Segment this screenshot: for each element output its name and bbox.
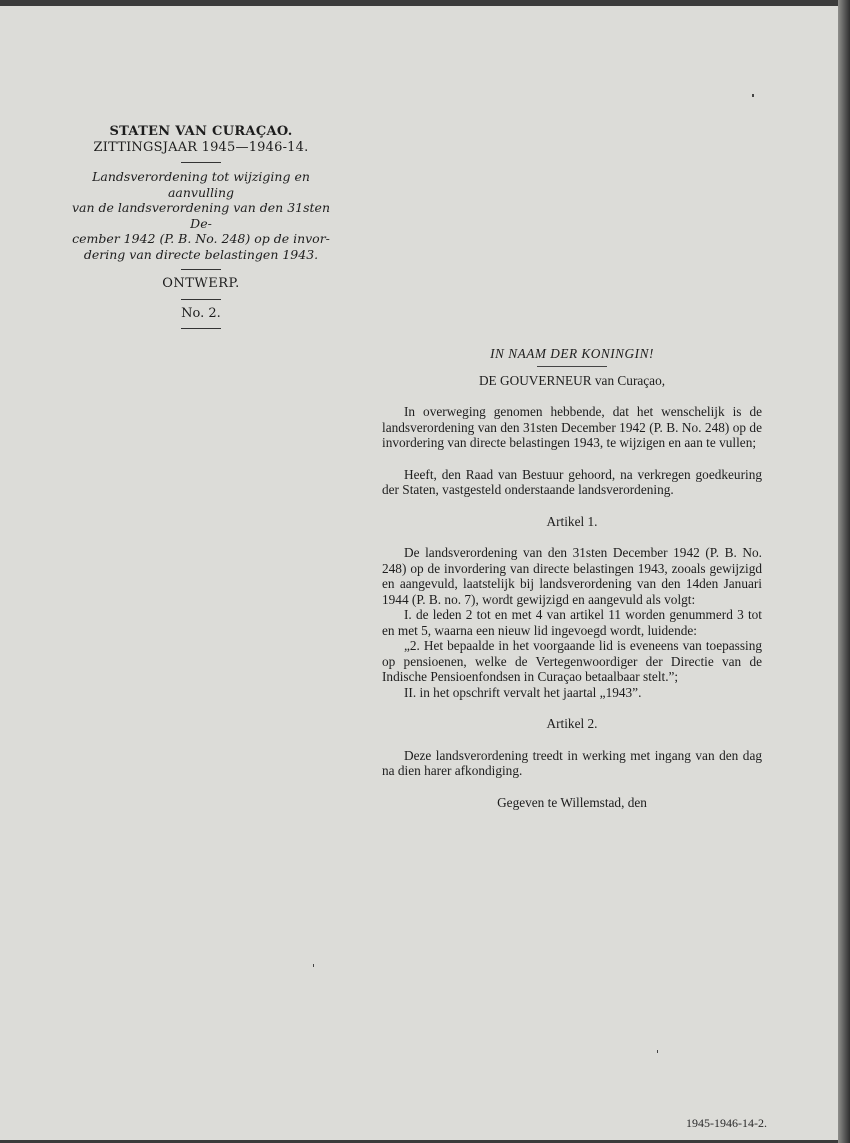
preamble-heading: IN NAAM DER KONINGIN! <box>490 346 654 361</box>
article-1-title: Artikel 1. <box>546 513 598 529</box>
assembly-title: STATEN VAN CURAÇAO. <box>109 124 293 139</box>
consideration-paragraph: In overweging genomen hebbende, dat het wenschelijk is de landsverordening van den 31sten December 1942 (P. B. No. 248) op de invordering van directe belastingen 1943, te wijzigen en aan te vullen; <box>382 404 762 450</box>
session-year: ZITTINGSJAAR 1945—1946-14. <box>93 139 309 155</box>
amendment-quote: „2. Het bepaalde in het voorgaande lid is eveneens van toepassing op pensioenen, welke de Vertegenwoordiger der Directie van de Indische Pensioenfondsen in Curaçao betaalbaar stelt.”; <box>382 638 762 684</box>
amendment-item-1: I. de leden 2 tot en met 4 van artikel 11 worden genummerd 3 tot en met 5, waarna een nieuw lid ingevoegd wordt, luidende: <box>382 607 762 638</box>
given-at-line: Gegeven te Willemstad, den <box>497 794 647 810</box>
subject-line: Landsverordening tot wijziging en aanvulling <box>92 169 310 200</box>
subject-line: cember 1942 (P. B. No. 248) op de invor- <box>72 231 330 246</box>
document-body <box>382 346 762 810</box>
page-edge-shadow <box>838 0 850 1143</box>
amendment-item-2: II. in het opschrift vervalt het jaartal „1943”. <box>404 684 642 700</box>
subject-line: van de landsverordening van den 31sten De- <box>72 200 330 231</box>
article-2-text: Deze landsverordening treedt in werking met ingang van den dag na dien harer afkondiging. <box>382 747 762 778</box>
paper-speck <box>313 964 314 967</box>
divider <box>181 299 221 300</box>
document-page <box>0 6 838 1140</box>
article-1-text: De landsverordening van den 31sten December 1942 (P. B. No. 248) op de invordering van directe belastingen 1943, zooals gewijzigd en aangevuld, laatstelijk bij landsverordening van den 14den Januari 1944 (P. B. no. 7), wordt gewijzigd en aangevuld als volgt: <box>382 545 762 607</box>
subject-line: dering van directe belastingen 1943. <box>83 246 319 262</box>
paper-speck <box>752 94 754 97</box>
paper-speck <box>657 1050 658 1053</box>
divider <box>181 269 221 270</box>
draft-label: ONTWERP. <box>162 276 240 291</box>
document-code: 1945-1946-14-2. <box>686 1116 767 1130</box>
article-2-title: Artikel 2. <box>546 716 598 731</box>
divider <box>537 366 607 367</box>
governor-line: DE GOUVERNEUR van Curaçao, <box>478 372 666 388</box>
enactment-paragraph: Heeft, den Raad van Bestuur gehoord, na verkregen goedkeuring der Staten, vastgesteld onderstaande landsverordening. <box>382 466 762 497</box>
divider <box>181 328 221 329</box>
document-number: No. 2. <box>181 305 221 321</box>
document-header <box>60 124 342 335</box>
divider <box>181 162 221 163</box>
subject-description <box>60 169 342 262</box>
